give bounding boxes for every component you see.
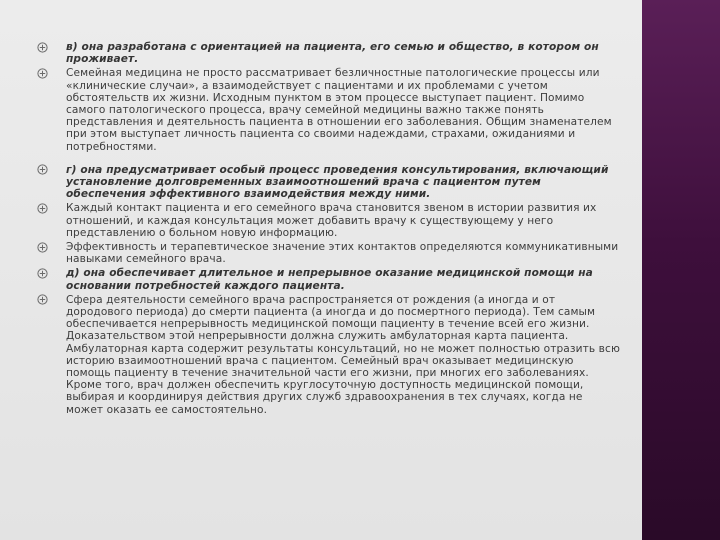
bullet-list (36, 41, 620, 418)
circled-plus-icon (36, 41, 48, 53)
list-item (36, 202, 620, 239)
list-item-text: в) она разработана с ориентацией на пациента, его семью и общество, в котором он проживает. (66, 41, 599, 66)
circled-plus-icon (36, 67, 48, 79)
list-item-text: г) она предусматривает особый процесс проведения консультирования, включающий установление долговременных взаимоотношений врача с пациентом путем обеспечения эффективного взаимодействия между ними. (66, 163, 609, 201)
list-item-text: Сфера деятельности семейного врача распространяется от рождения (а иногда и от дородового периода) до смерти пациента (а иногда и до посмертного периода). Тем самым обеспечивается непрерывность медицинской помощи пациенту в течение всей его жизни. Доказательством этой непрерывности должна служить амбулаторная карта пациента. Амбулаторная карта содержит результаты консультаций, но не может полностью отразить всю историю взаимоотношений врача с пациентом. Семейный врач оказывает медицинскую помощь пациенту в течение значительной части его жизни, при многих его заболеваниях. Кроме того, врач должен обеспечить круглосуточную доступность медицинской помощи, выбирая и координируя действия других служб здравоохранения в тех случаях, когда не может оказать ее самостоятельно. (66, 293, 620, 416)
circled-plus-icon (36, 294, 48, 306)
decorative-side-stripe (642, 0, 720, 540)
list-item-text: Семейная медицина не просто рассматривает безличностные патологические процессы или «клинические случаи», а взаимодействует с пациентами и их проблемами с учетом обстоятельств их жизни. Исходным пунктом в этом процессе выступает пациент. Помимо самого патологического процесса, врачу семейной медицины важно также понять представления и деятельность пациента в отношении его заболевания. Общим знаменателем при этом выступает личность пациента со своими надеждами, страхами, ожиданиями и потребностями. (66, 67, 612, 153)
list-item (36, 294, 620, 416)
circled-plus-icon (36, 202, 48, 214)
list-item-text: Эффективность и терапевтическое значение этих контактов определяются коммуникативными навыками семейного врача. (66, 241, 619, 266)
list-item (36, 41, 620, 65)
circled-plus-icon (36, 164, 48, 176)
list-item (36, 164, 620, 201)
circled-plus-icon (36, 241, 48, 253)
list-item-text: Каждый контакт пациента и его семейного врача становится звеном в истории развития их отношений, и каждая консультация может добавить врачу к существующему у него представлению о больном новую информацию. (66, 202, 597, 239)
list-item (36, 267, 620, 291)
list-item (36, 241, 620, 265)
circled-plus-icon (36, 267, 48, 279)
list-item-text: д) она обеспечивает длительное и непрерывное оказание медицинской помощи на основании потребностей каждого пациента. (66, 267, 593, 292)
list-item (36, 67, 620, 152)
